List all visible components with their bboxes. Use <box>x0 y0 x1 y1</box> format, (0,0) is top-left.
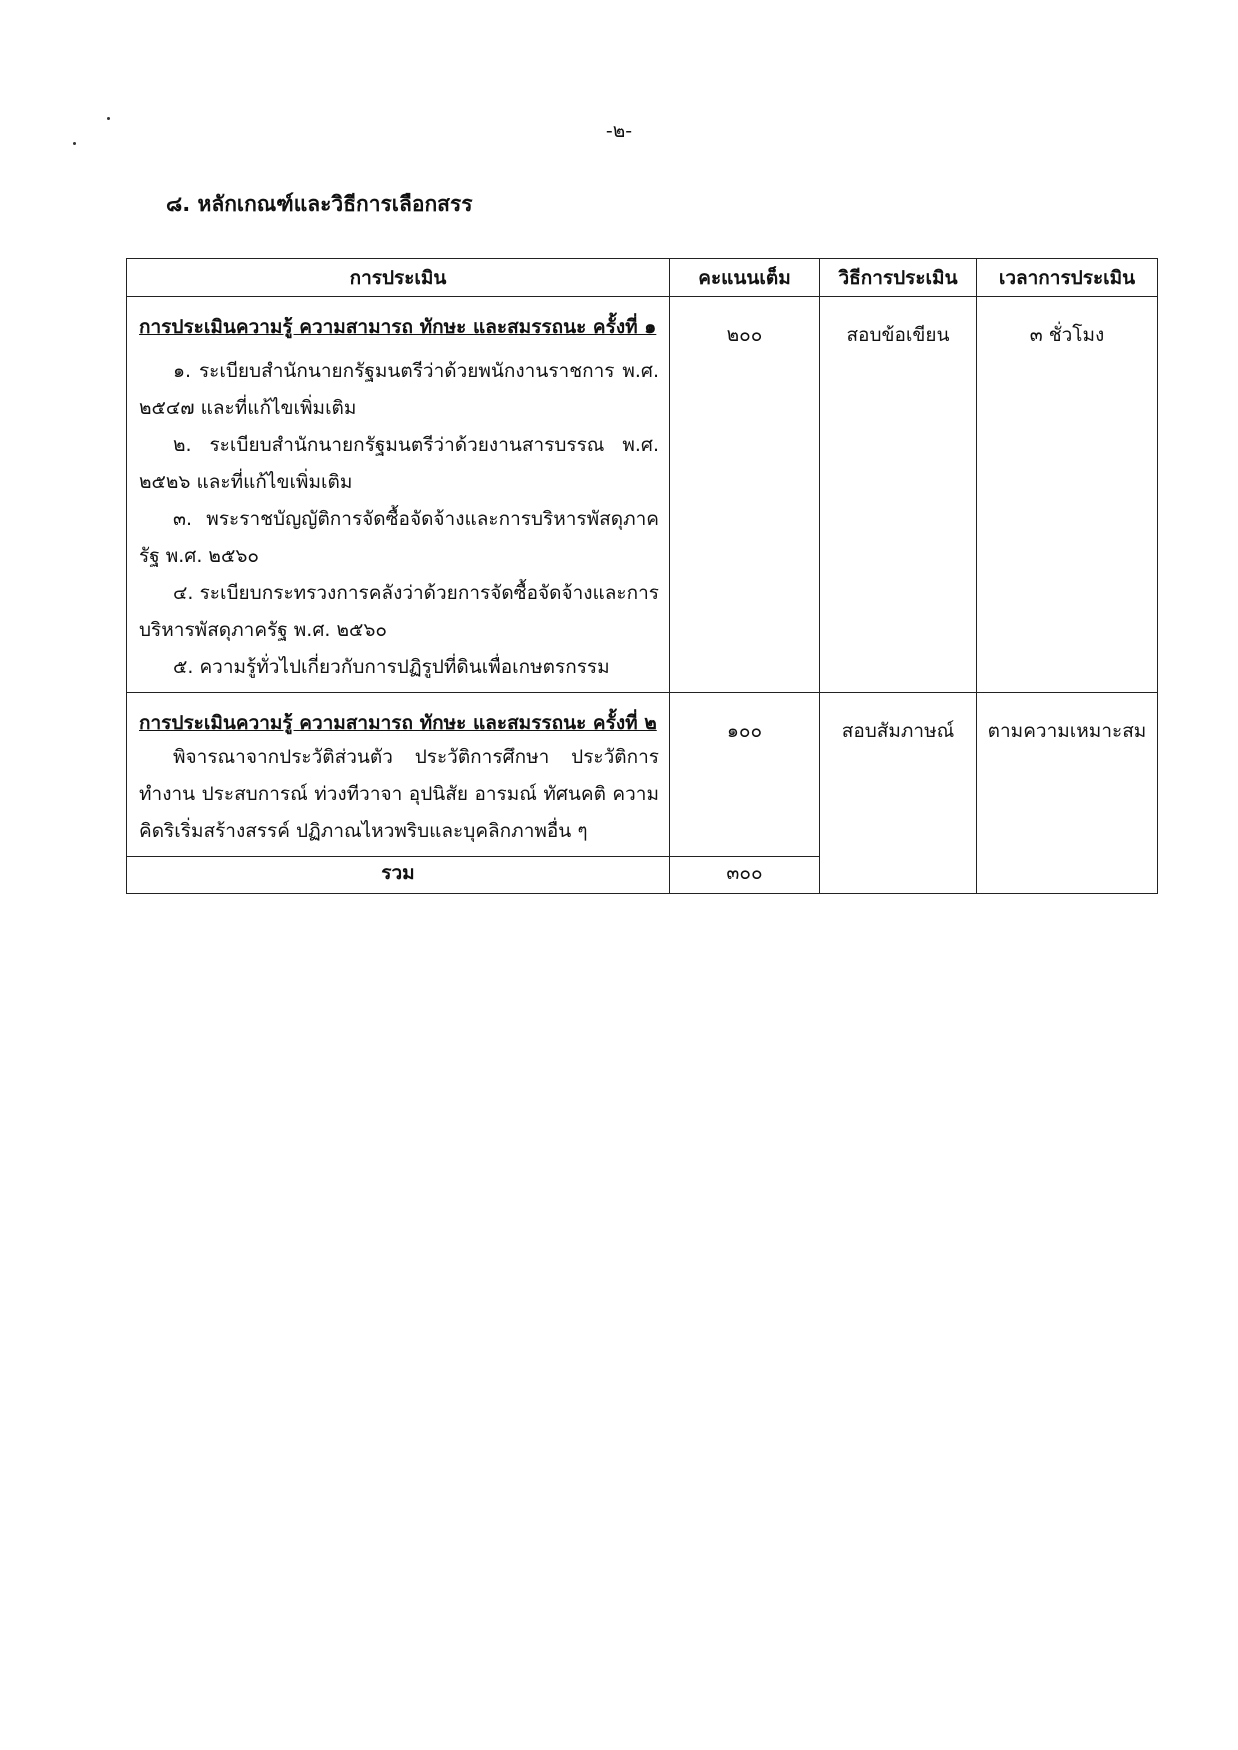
round-2-method: สอบสัมภาษณ์ <box>820 693 977 894</box>
table-header-row <box>127 259 1158 297</box>
round-1-item: ๕. ความรู้ทั่วไปเกี่ยวกับการปฏิรูปที่ดินเพื่อเกษตรกรรม <box>173 656 610 678</box>
total-label: รวม <box>127 857 670 894</box>
round-2-time: ตามความเหมาะสม <box>977 693 1158 894</box>
round-2-assessment <box>127 693 670 857</box>
section-heading: ๘. หลักเกณฑ์และวิธีการเลือกสรร <box>166 192 473 216</box>
header-method: วิธีการประเมิน <box>820 259 977 297</box>
total-score: ๓๐๐ <box>670 857 820 894</box>
table-row-round-2 <box>127 693 1158 857</box>
round-1-assessment <box>127 297 670 693</box>
round-1-item: ๓. พระราชบัญญัติการจัดซื้อจัดจ้างและการบริหารพัสดุภาครัฐ พ.ศ. ๒๕๖๐ <box>139 508 659 567</box>
round-1-score: ๒๐๐ <box>670 297 820 693</box>
header-time: เวลาการประเมิน <box>977 259 1158 297</box>
round-2-item: พิจารณาจากประวัติส่วนตัว ประวัติการศึกษา ประวัติการทำงาน ประสบการณ์ ท่วงทีวาจา อุปนิสัย อารมณ์ ทัศนคติ ความคิดริเริ่มสร้างสรรค์ ปฏิภาณไหวพริบและบุคลิกภาพอื่น ๆ <box>139 746 659 842</box>
header-assessment: การประเมิน <box>127 259 670 297</box>
round-1-time: ๓ ชั่วโมง <box>977 297 1158 693</box>
round-1-method: สอบข้อเขียน <box>820 297 977 693</box>
header-full-score: คะแนนเต็ม <box>670 259 820 297</box>
round-1-item: ๒. ระเบียบสำนักนายกรัฐมนตรีว่าด้วยงานสารบรรณ พ.ศ. ๒๕๒๖ และที่แก้ไขเพิ่มเติม <box>139 434 659 493</box>
page-number: -๒- <box>605 120 633 142</box>
selection-criteria-table <box>126 258 1158 894</box>
table-row-round-1 <box>127 297 1158 693</box>
round-2-score: ๑๐๐ <box>670 693 820 857</box>
round-1-item: ๔. ระเบียบกระทรวงการคลังว่าด้วยการจัดซื้อจัดจ้างและการบริหารพัสดุภาครัฐ พ.ศ. ๒๕๖๐ <box>139 582 659 641</box>
round-1-title: การประเมินความรู้ ความสามารถ ทักษะ และสมรรถนะ ครั้งที่ ๑ <box>139 316 657 338</box>
round-2-title: การประเมินความรู้ ความสามารถ ทักษะ และสมรรถนะ ครั้งที่ ๒ <box>139 712 657 734</box>
round-1-item: ๑. ระเบียบสำนักนายกรัฐมนตรีว่าด้วยพนักงานราชการ พ.ศ. ๒๕๔๗ และที่แก้ไขเพิ่มเติม <box>139 360 659 419</box>
